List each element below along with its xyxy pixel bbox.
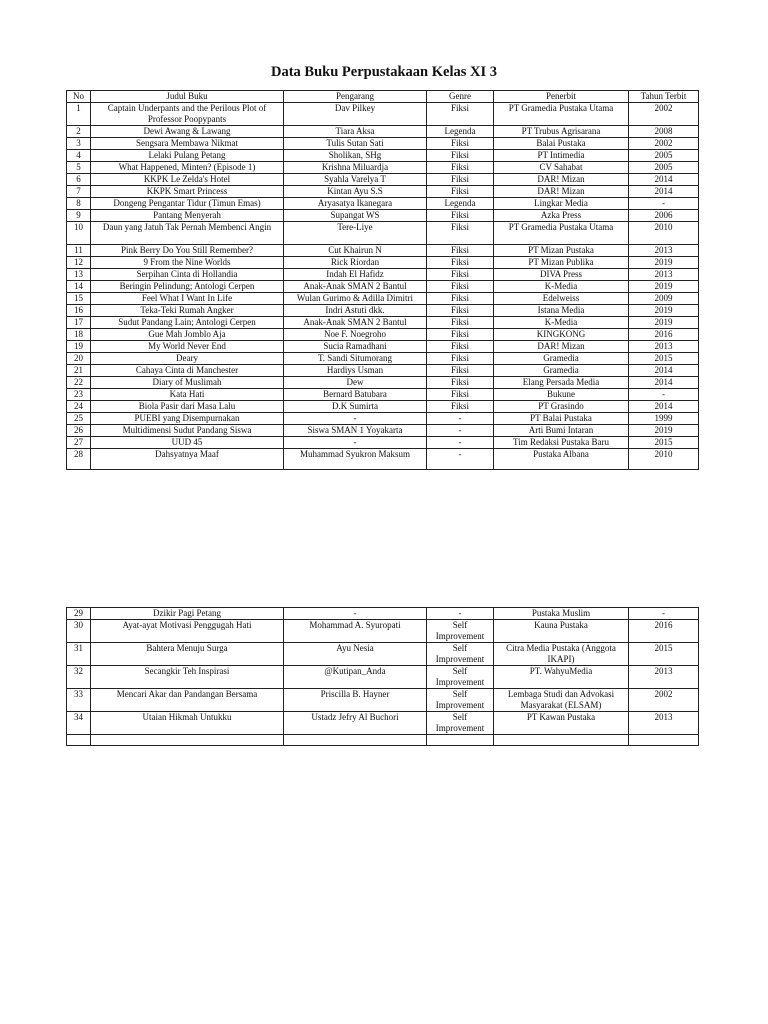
cell-penerbit: PT Gramedia Pustaka Utama xyxy=(494,103,629,126)
table-row xyxy=(67,329,699,341)
cell-judul: Dahsyatnya Maaf xyxy=(91,449,284,470)
cell-tahun: 2014 xyxy=(629,401,699,413)
cell-pengarang: D.K Sumirta xyxy=(284,401,427,413)
cell-judul: Sudut Pandang Lain; Antologi Cerpen xyxy=(91,317,284,329)
book-table-continued xyxy=(66,607,699,746)
cell-genre: Self Improvement xyxy=(427,643,494,666)
cell-tahun: 2013 xyxy=(629,269,699,281)
cell-genre: Fiksi xyxy=(427,245,494,257)
table-row xyxy=(67,389,699,401)
cell-pengarang: Sholikan, SHg xyxy=(284,150,427,162)
cell-penerbit: PT Trubus Agrisarana xyxy=(494,126,629,138)
cell-pengarang: Sucia Ramadhani xyxy=(284,341,427,353)
cell-pengarang: T. Sandi Situmorang xyxy=(284,353,427,365)
cell-pengarang: Noe F. Noegroho xyxy=(284,329,427,341)
empty-cell xyxy=(67,735,91,746)
cell-penerbit: Elang Persada Media xyxy=(494,377,629,389)
cell-judul: Beringin Pelindung; Antologi Cerpen xyxy=(91,281,284,293)
book-table xyxy=(66,90,699,470)
cell-genre: Fiksi xyxy=(427,353,494,365)
cell-penerbit: PT Grasindo xyxy=(494,401,629,413)
table-row xyxy=(67,365,699,377)
cell-no: 13 xyxy=(67,269,91,281)
cell-pengarang: Rick Riordan xyxy=(284,257,427,269)
cell-penerbit: Istana Media xyxy=(494,305,629,317)
cell-genre: Fiksi xyxy=(427,317,494,329)
cell-genre: - xyxy=(427,425,494,437)
cell-no: 15 xyxy=(67,293,91,305)
cell-no: 14 xyxy=(67,281,91,293)
cell-pengarang: Tere-Liye xyxy=(284,222,427,245)
cell-pengarang: Siswa SMAN 1 Yoyakarta xyxy=(284,425,427,437)
cell-no: 20 xyxy=(67,353,91,365)
cell-genre: Self Improvement xyxy=(427,620,494,643)
cell-judul: Bahtera Menuju Surga xyxy=(91,643,284,666)
table-row xyxy=(67,126,699,138)
cell-judul: Multidimensi Sudut Pandang Siswa xyxy=(91,425,284,437)
cell-no: 4 xyxy=(67,150,91,162)
cell-tahun: - xyxy=(629,198,699,210)
cell-penerbit: Pustaka Albana xyxy=(494,449,629,470)
cell-genre: Fiksi xyxy=(427,162,494,174)
cell-no: 31 xyxy=(67,643,91,666)
cell-no: 26 xyxy=(67,425,91,437)
cell-tahun: 2016 xyxy=(629,329,699,341)
cell-no: 16 xyxy=(67,305,91,317)
table-row xyxy=(67,437,699,449)
cell-genre: Fiksi xyxy=(427,377,494,389)
cell-penerbit: Arti Bumi Intaran xyxy=(494,425,629,437)
cell-penerbit: KINGKONG xyxy=(494,329,629,341)
empty-cell xyxy=(494,735,629,746)
cell-penerbit: DAR! Mizan xyxy=(494,174,629,186)
cell-no: 8 xyxy=(67,198,91,210)
cell-tahun: 2013 xyxy=(629,245,699,257)
table-row xyxy=(67,269,699,281)
cell-genre: Fiksi xyxy=(427,174,494,186)
cell-genre: Fiksi xyxy=(427,389,494,401)
cell-genre: Fiksi xyxy=(427,103,494,126)
table-row xyxy=(67,138,699,150)
cell-tahun: 2005 xyxy=(629,162,699,174)
cell-judul: Cahaya Cinta di Manchester xyxy=(91,365,284,377)
cell-no: 17 xyxy=(67,317,91,329)
header-penerbit: Penerbit xyxy=(494,91,629,103)
cell-tahun: 2013 xyxy=(629,666,699,689)
cell-pengarang: Anak-Anak SMAN 2 Bantul xyxy=(284,281,427,293)
cell-judul: KKPK Smart Princess xyxy=(91,186,284,198)
cell-tahun: 2002 xyxy=(629,103,699,126)
cell-pengarang: - xyxy=(284,608,427,620)
header-judul: Judul Buku xyxy=(91,91,284,103)
cell-no: 6 xyxy=(67,174,91,186)
cell-no: 23 xyxy=(67,389,91,401)
cell-judul: Mencari Akar dan Pandangan Bersama xyxy=(91,689,284,712)
cell-pengarang: - xyxy=(284,413,427,425)
cell-pengarang: Syahla Varelya T xyxy=(284,174,427,186)
cell-no: 10 xyxy=(67,222,91,245)
cell-pengarang: Dav Pilkey xyxy=(284,103,427,126)
cell-pengarang: Muhammad Syukron Maksum xyxy=(284,449,427,470)
cell-pengarang: Wulan Gurimo & Adilla Dimitri xyxy=(284,293,427,305)
cell-no: 18 xyxy=(67,329,91,341)
cell-judul: Pantang Menyerah xyxy=(91,210,284,222)
table-row xyxy=(67,281,699,293)
cell-pengarang: Ustadz Jefry Al Buchori xyxy=(284,712,427,735)
cell-penerbit: PT Mizan Publika xyxy=(494,257,629,269)
cell-judul: PUEBI yang Disempurnakan xyxy=(91,413,284,425)
cell-genre: Fiksi xyxy=(427,293,494,305)
cell-judul: KKPK Le Zelda's Hotel xyxy=(91,174,284,186)
cell-genre: Fiksi xyxy=(427,257,494,269)
cell-pengarang: Bernard Batubara xyxy=(284,389,427,401)
cell-tahun: 2014 xyxy=(629,365,699,377)
empty-cell xyxy=(91,735,284,746)
cell-genre: - xyxy=(427,449,494,470)
cell-tahun: 2014 xyxy=(629,174,699,186)
cell-tahun: 2014 xyxy=(629,186,699,198)
cell-tahun: 2016 xyxy=(629,620,699,643)
cell-tahun: 2019 xyxy=(629,281,699,293)
table-row xyxy=(67,198,699,210)
cell-tahun: 2013 xyxy=(629,712,699,735)
cell-tahun: 2010 xyxy=(629,449,699,470)
cell-pengarang: Indri Astuti dkk. xyxy=(284,305,427,317)
cell-tahun: 2019 xyxy=(629,257,699,269)
cell-tahun: 2008 xyxy=(629,126,699,138)
cell-no: 33 xyxy=(67,689,91,712)
table-row xyxy=(67,643,699,666)
table-row xyxy=(67,257,699,269)
cell-penerbit: Kauna Pustaka xyxy=(494,620,629,643)
cell-penerbit: DAR! Mizan xyxy=(494,186,629,198)
cell-penerbit: Gramedia xyxy=(494,353,629,365)
cell-tahun: 2006 xyxy=(629,210,699,222)
cell-pengarang: Krishna Miluardja xyxy=(284,162,427,174)
cell-judul: Sengsara Membawa Nikmat xyxy=(91,138,284,150)
cell-penerbit: Azka Press xyxy=(494,210,629,222)
cell-tahun: - xyxy=(629,608,699,620)
cell-genre: Fiksi xyxy=(427,341,494,353)
cell-pengarang: Kintan Ayu S.S xyxy=(284,186,427,198)
cell-genre: Self Improvement xyxy=(427,666,494,689)
cell-penerbit: DIVA Press xyxy=(494,269,629,281)
cell-no: 1 xyxy=(67,103,91,126)
table-row xyxy=(67,150,699,162)
empty-cell xyxy=(629,735,699,746)
cell-genre: Self Improvement xyxy=(427,689,494,712)
cell-no: 5 xyxy=(67,162,91,174)
cell-judul: Dongeng Pengantar Tidur (Timun Emas) xyxy=(91,198,284,210)
cell-no: 34 xyxy=(67,712,91,735)
header-pengarang: Pengarang xyxy=(284,91,427,103)
cell-penerbit: K-Media xyxy=(494,281,629,293)
cell-judul: Pink Berry Do You Still Remember? xyxy=(91,245,284,257)
table-row xyxy=(67,620,699,643)
cell-penerbit: PT Kawan Pustaka xyxy=(494,712,629,735)
cell-tahun: 2015 xyxy=(629,353,699,365)
cell-no: 12 xyxy=(67,257,91,269)
cell-no: 9 xyxy=(67,210,91,222)
cell-judul: My World Never End xyxy=(91,341,284,353)
table-header-row xyxy=(67,91,699,103)
table-row xyxy=(67,341,699,353)
cell-penerbit: Balai Pustaka xyxy=(494,138,629,150)
cell-penerbit: PT Mizan Pustaka xyxy=(494,245,629,257)
table-row xyxy=(67,210,699,222)
table-row xyxy=(67,103,699,126)
cell-pengarang: Cut Khairun N xyxy=(284,245,427,257)
table-row xyxy=(67,186,699,198)
cell-tahun: 2015 xyxy=(629,437,699,449)
cell-penerbit: K-Media xyxy=(494,317,629,329)
table-row xyxy=(67,174,699,186)
cell-genre: Fiksi xyxy=(427,281,494,293)
cell-judul: 9 From the Nine Worlds xyxy=(91,257,284,269)
table-row xyxy=(67,293,699,305)
cell-genre: - xyxy=(427,413,494,425)
header-no: No xyxy=(67,91,91,103)
cell-no: 30 xyxy=(67,620,91,643)
table-row xyxy=(67,608,699,620)
cell-penerbit: Lembaga Studi dan Advokasi Masyarakat (ELSAM) xyxy=(494,689,629,712)
cell-no: 22 xyxy=(67,377,91,389)
cell-penerbit: Tim Redaksi Pustaka Baru xyxy=(494,437,629,449)
cell-tahun: 2002 xyxy=(629,689,699,712)
cell-penerbit: Pustaka Muslim xyxy=(494,608,629,620)
cell-genre: - xyxy=(427,437,494,449)
cell-judul: Biola Pasir dari Masa Lalu xyxy=(91,401,284,413)
cell-penerbit: PT Gramedia Pustaka Utama xyxy=(494,222,629,245)
cell-penerbit: Gramedia xyxy=(494,365,629,377)
cell-genre: Fiksi xyxy=(427,269,494,281)
cell-pengarang: Indah El Hafidz xyxy=(284,269,427,281)
cell-judul: Utaian Hikmah Untukku xyxy=(91,712,284,735)
cell-penerbit: Bukune xyxy=(494,389,629,401)
cell-no: 19 xyxy=(67,341,91,353)
page-title: Data Buku Perpustakaan Kelas XI 3 xyxy=(271,64,497,80)
cell-genre: Fiksi xyxy=(427,222,494,245)
table-row xyxy=(67,401,699,413)
cell-judul: Kata Hati xyxy=(91,389,284,401)
cell-judul: Teka-Teki Rumah Angker xyxy=(91,305,284,317)
table-row xyxy=(67,377,699,389)
cell-no: 11 xyxy=(67,245,91,257)
table-row xyxy=(67,353,699,365)
cell-tahun: 1999 xyxy=(629,413,699,425)
cell-genre: Fiksi xyxy=(427,365,494,377)
cell-judul: Diary of Muslimah xyxy=(91,377,284,389)
table-row xyxy=(67,666,699,689)
cell-genre: Fiksi xyxy=(427,329,494,341)
cell-genre: Fiksi xyxy=(427,186,494,198)
cell-genre: Fiksi xyxy=(427,210,494,222)
cell-judul: Dewi Awang & Lawang xyxy=(91,126,284,138)
table-row xyxy=(67,162,699,174)
cell-penerbit: Lingkar Media xyxy=(494,198,629,210)
cell-judul: What Happened, Minten? (Episode 1) xyxy=(91,162,284,174)
cell-tahun: 2002 xyxy=(629,138,699,150)
cell-tahun: 2010 xyxy=(629,222,699,245)
cell-pengarang: @Kutipan_Anda xyxy=(284,666,427,689)
table-row xyxy=(67,222,699,245)
cell-pengarang: Mohammad A. Syuropati xyxy=(284,620,427,643)
cell-judul: Dzikir Pagi Petang xyxy=(91,608,284,620)
cell-genre: - xyxy=(427,608,494,620)
table-row xyxy=(67,689,699,712)
cell-pengarang: Ayu Nesia xyxy=(284,643,427,666)
cell-tahun: 2013 xyxy=(629,341,699,353)
cell-genre: Legenda xyxy=(427,126,494,138)
cell-no: 28 xyxy=(67,449,91,470)
empty-cell xyxy=(427,735,494,746)
cell-tahun: 2019 xyxy=(629,425,699,437)
cell-penerbit: Edelweiss xyxy=(494,293,629,305)
cell-tahun: 2015 xyxy=(629,643,699,666)
cell-tahun: 2005 xyxy=(629,150,699,162)
cell-judul: Daun yang Jatuh Tak Pernah Membenci Angin xyxy=(91,222,284,245)
cell-pengarang: Hardiys Usman xyxy=(284,365,427,377)
cell-no: 29 xyxy=(67,608,91,620)
cell-penerbit: Citra Media Pustaka (Anggota IKAPI) xyxy=(494,643,629,666)
cell-pengarang: Supangat WS xyxy=(284,210,427,222)
cell-genre: Fiksi xyxy=(427,150,494,162)
cell-no: 2 xyxy=(67,126,91,138)
cell-judul: Feel What I Want In Life xyxy=(91,293,284,305)
table-row xyxy=(67,449,699,470)
cell-genre: Self Improvement xyxy=(427,712,494,735)
header-genre: Genre xyxy=(427,91,494,103)
cell-judul: Serpihan Cinta di Hollandia xyxy=(91,269,284,281)
cell-judul: Ayat-ayat Motivasi Penggugah Hati xyxy=(91,620,284,643)
cell-judul: Captain Underpants and the Perilous Plot of Professor Poopypants xyxy=(91,103,284,126)
cell-tahun: 2019 xyxy=(629,317,699,329)
cell-pengarang: Tulis Sutan Sati xyxy=(284,138,427,150)
cell-judul: UUD 45 xyxy=(91,437,284,449)
cell-tahun: 2009 xyxy=(629,293,699,305)
cell-pengarang: Anak-Anak SMAN 2 Bantul xyxy=(284,317,427,329)
cell-tahun: - xyxy=(629,389,699,401)
empty-cell xyxy=(284,735,427,746)
cell-no: 32 xyxy=(67,666,91,689)
cell-judul: Lelaki Pulang Petang xyxy=(91,150,284,162)
empty-row xyxy=(67,735,699,746)
cell-no: 24 xyxy=(67,401,91,413)
cell-pengarang: Aryasatya Ikanegara xyxy=(284,198,427,210)
cell-no: 7 xyxy=(67,186,91,198)
cell-pengarang: Dew xyxy=(284,377,427,389)
cell-genre: Fiksi xyxy=(427,138,494,150)
cell-no: 21 xyxy=(67,365,91,377)
cell-tahun: 2019 xyxy=(629,305,699,317)
table-row xyxy=(67,425,699,437)
cell-judul: Deary xyxy=(91,353,284,365)
cell-pengarang: - xyxy=(284,437,427,449)
cell-pengarang: Tiara Aksa xyxy=(284,126,427,138)
cell-no: 27 xyxy=(67,437,91,449)
cell-judul: Gue Mah Jomblo Aja xyxy=(91,329,284,341)
cell-no: 3 xyxy=(67,138,91,150)
cell-genre: Fiksi xyxy=(427,401,494,413)
cell-penerbit: CV Sahabat xyxy=(494,162,629,174)
cell-penerbit: PT Intimedia xyxy=(494,150,629,162)
header-tahun: Tahun Terbit xyxy=(629,91,699,103)
cell-penerbit: DAR! Mizan xyxy=(494,341,629,353)
table-row xyxy=(67,317,699,329)
cell-penerbit: PT. WahyuMedia xyxy=(494,666,629,689)
table-row xyxy=(67,245,699,257)
cell-no: 25 xyxy=(67,413,91,425)
cell-genre: Fiksi xyxy=(427,305,494,317)
cell-judul: Secangkir Teh Inspirasi xyxy=(91,666,284,689)
cell-pengarang: Priscilla B. Hayner xyxy=(284,689,427,712)
cell-penerbit: PT Balai Pustaka xyxy=(494,413,629,425)
table-row xyxy=(67,305,699,317)
table-row xyxy=(67,712,699,735)
table-row xyxy=(67,413,699,425)
cell-tahun: 2014 xyxy=(629,377,699,389)
cell-genre: Legenda xyxy=(427,198,494,210)
